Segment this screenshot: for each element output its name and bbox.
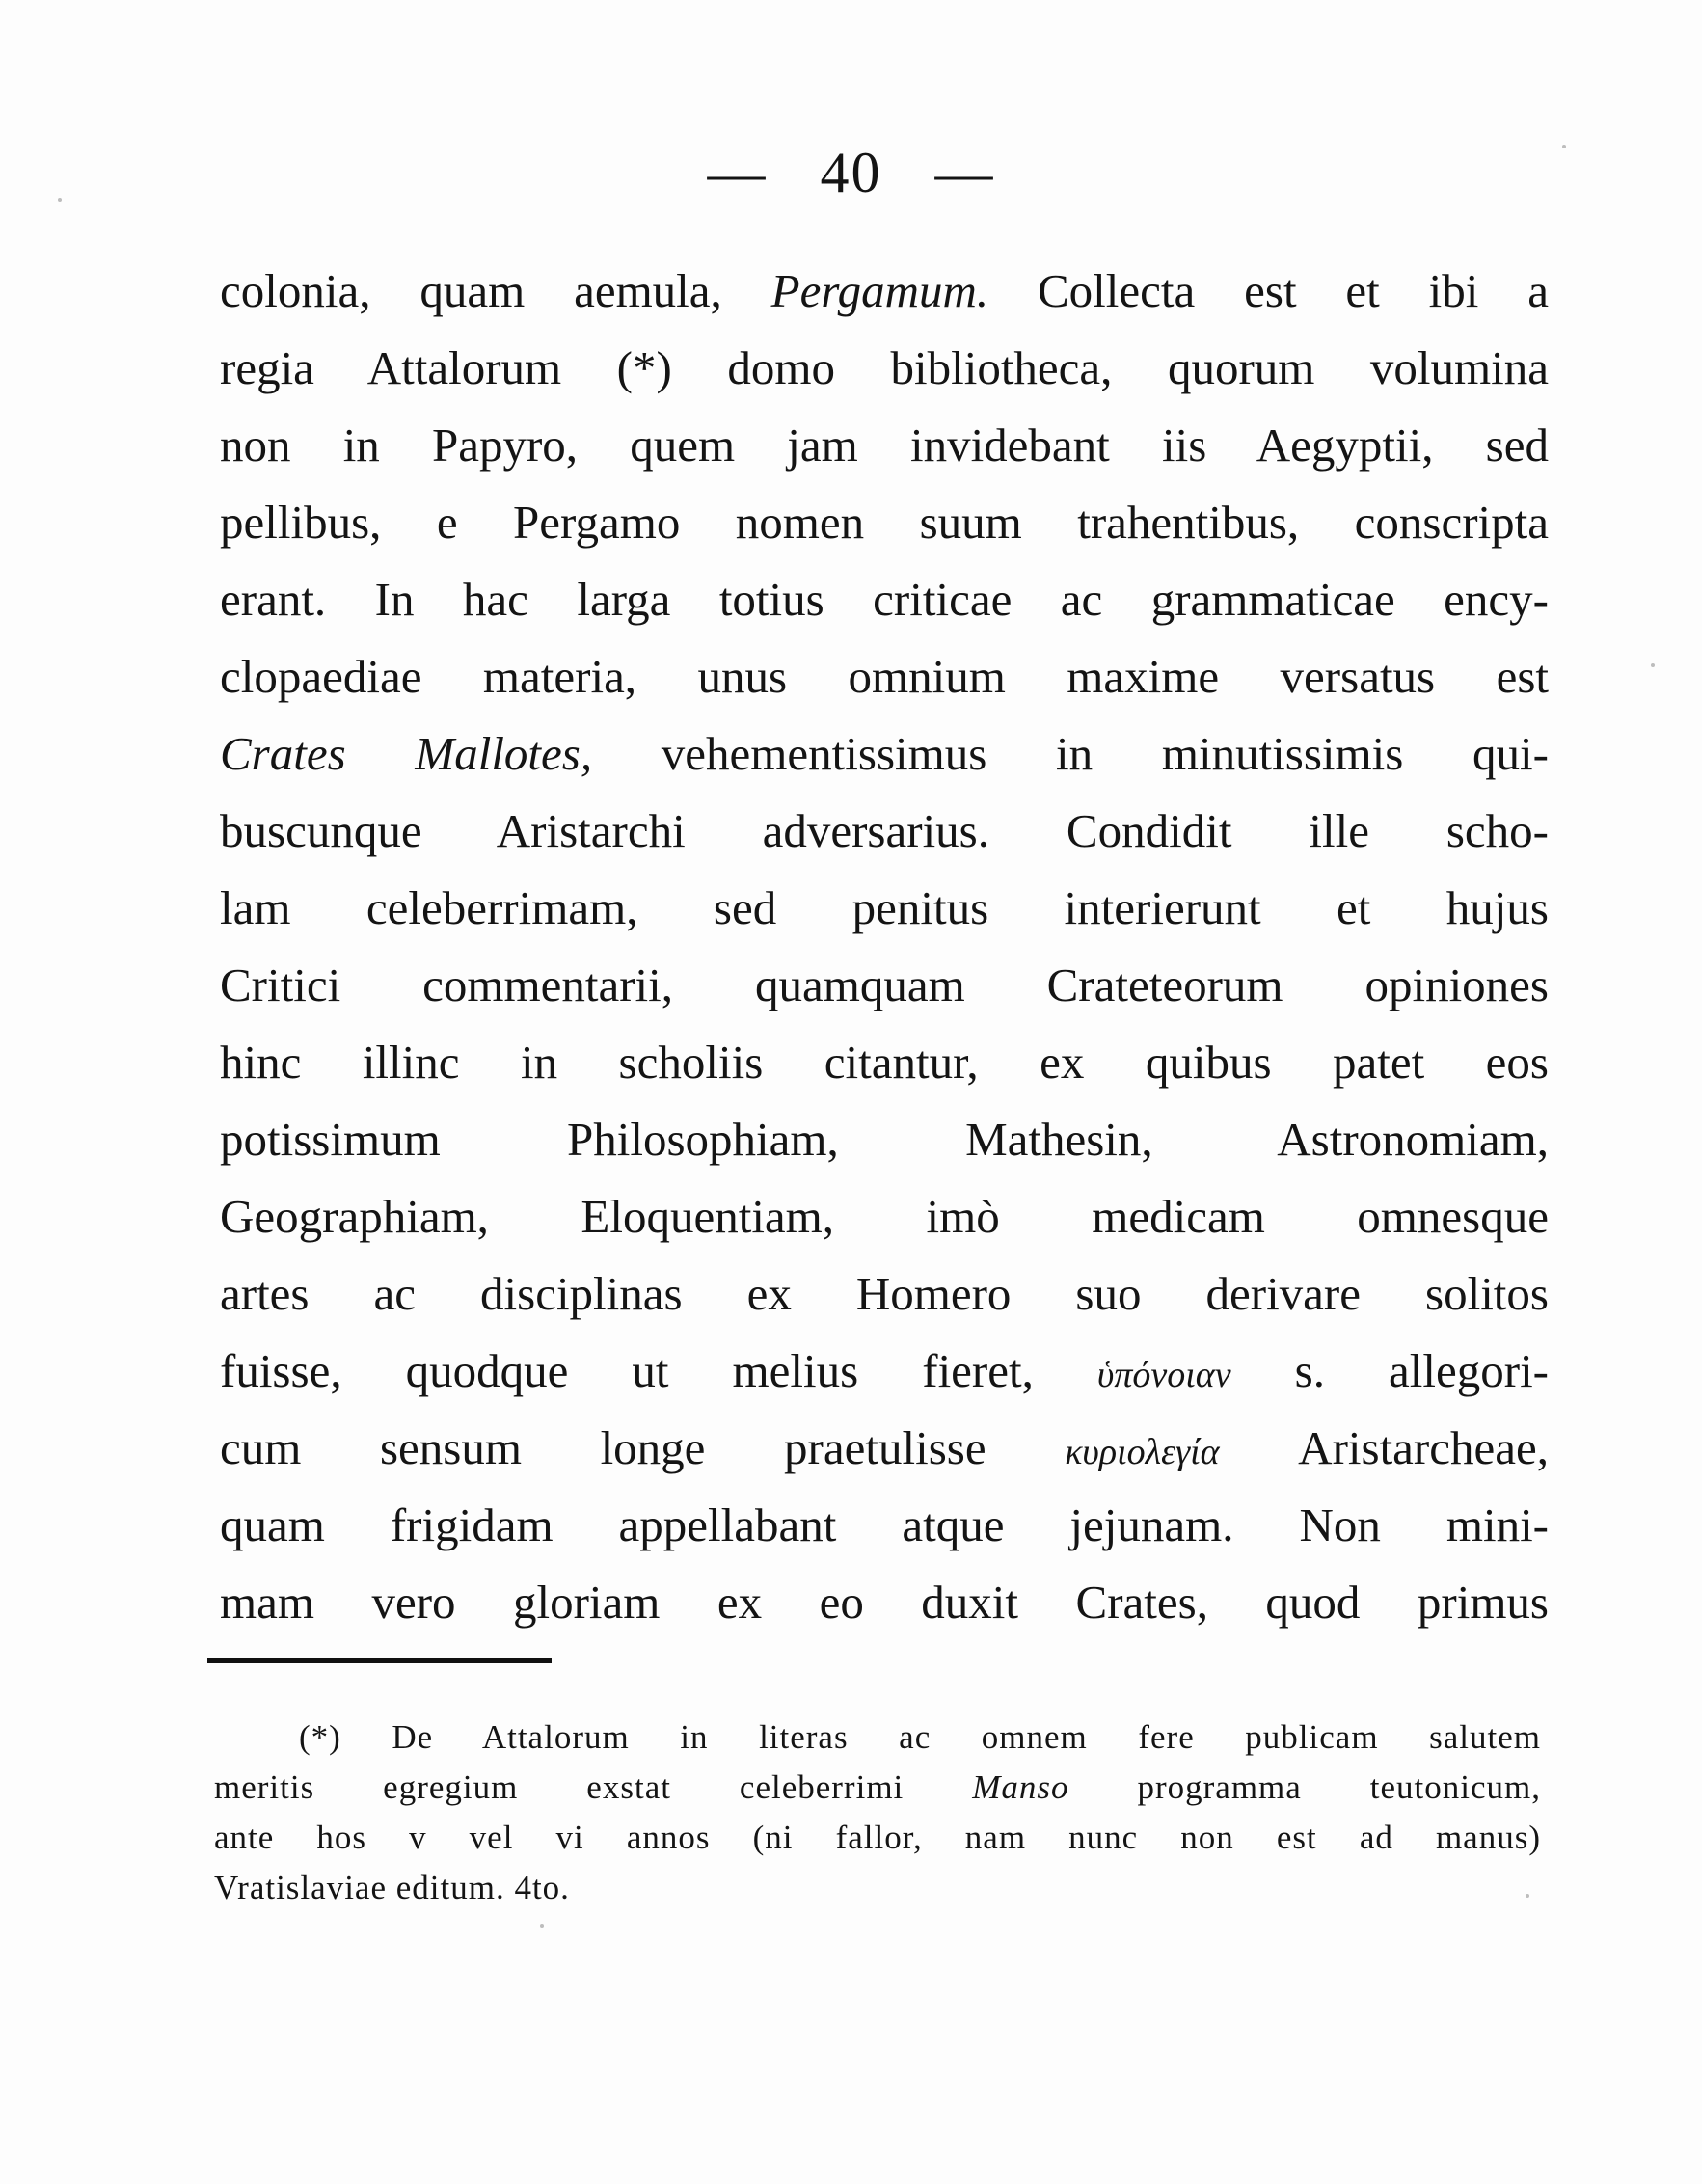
text-line: pellibus, e Pergamo nomen suum trahentibus, conscripta bbox=[220, 496, 1549, 549]
text-line: lam celeberrimam, sed penitus interierunt et hujus bbox=[220, 881, 1549, 934]
greek-word: κυριολεγία bbox=[1065, 1432, 1220, 1472]
italic-author: Manso bbox=[972, 1768, 1069, 1806]
paper-speck bbox=[58, 198, 62, 202]
text-line: buscunque Aristarchi adversarius. Condidit ille scho- bbox=[220, 804, 1549, 857]
text-line: artes ac disciplinas ex Homero suo derivare solitos bbox=[220, 1267, 1549, 1320]
page-number: 40 bbox=[820, 141, 882, 204]
footnote-line: ante hos v vel vi annos (ni fallor, nam nunc non est ad manus) bbox=[214, 1819, 1541, 1856]
header-right-dash: — bbox=[934, 141, 995, 204]
footnote-line: (*) De Attalorum in literas ac omnem fere publicam salutem bbox=[299, 1718, 1541, 1756]
text-line: hinc illinc in scholiis citantur, ex quibus patet eos bbox=[220, 1036, 1549, 1089]
paper-speck bbox=[1651, 663, 1655, 667]
text-line: colonia, quam aemula, Pergamum. Collecta est et ibi a bbox=[220, 264, 1549, 317]
italic-term: Pergamum. bbox=[770, 264, 989, 317]
text-line: erant. In hac larga totius criticae ac grammaticae ency- bbox=[220, 573, 1549, 626]
text-line: regia Attalorum (*) domo bibliotheca, quorum volumina bbox=[220, 341, 1549, 394]
paper-speck bbox=[1526, 1894, 1529, 1898]
footnote-line: Vratislaviae editum. 4to. bbox=[214, 1869, 570, 1906]
text-line: mam vero gloriam ex eo duxit Crates, quod primus bbox=[220, 1576, 1549, 1629]
text-line: cum sensum longe praetulisse κυριολεγία Aristarcheae, bbox=[220, 1421, 1549, 1474]
footnote-rule bbox=[207, 1658, 552, 1663]
page-header bbox=[0, 140, 1702, 206]
text-line: clopaediae materia, unus omnium maxime versatus est bbox=[220, 650, 1549, 703]
paper-speck bbox=[540, 1924, 544, 1928]
text-line: Crates Mallotes, vehementissimus in minutissimis qui- bbox=[220, 727, 1549, 780]
header-left-dash: — bbox=[707, 141, 768, 204]
paper-speck bbox=[1562, 145, 1566, 148]
text-line: quam frigidam appellabant atque jejunam. Non mini- bbox=[220, 1498, 1549, 1551]
text-line: Geographiam, Eloquentiam, imò medicam omnesque bbox=[220, 1190, 1549, 1243]
italic-name: Crates Mallotes, bbox=[220, 727, 593, 780]
greek-word: ὑπόνοιαν bbox=[1096, 1355, 1231, 1395]
text-line: Critici commentarii, quamquam Crateteorum opiniones bbox=[220, 958, 1549, 1011]
footnote bbox=[214, 1712, 1541, 1913]
text-line: non in Papyro, quem jam invidebant iis Aegyptii, sed bbox=[220, 418, 1549, 472]
main-text bbox=[220, 253, 1549, 1641]
text-line: fuisse, quodque ut melius fieret, ὑπόνοιαν s. allegori- bbox=[220, 1344, 1549, 1397]
text-line: potissimum Philosophiam, Mathesin, Astronomiam, bbox=[220, 1113, 1549, 1166]
footnote-line: meritis egregium exstat celeberrimi Manso programma teutonicum, bbox=[214, 1768, 1541, 1806]
